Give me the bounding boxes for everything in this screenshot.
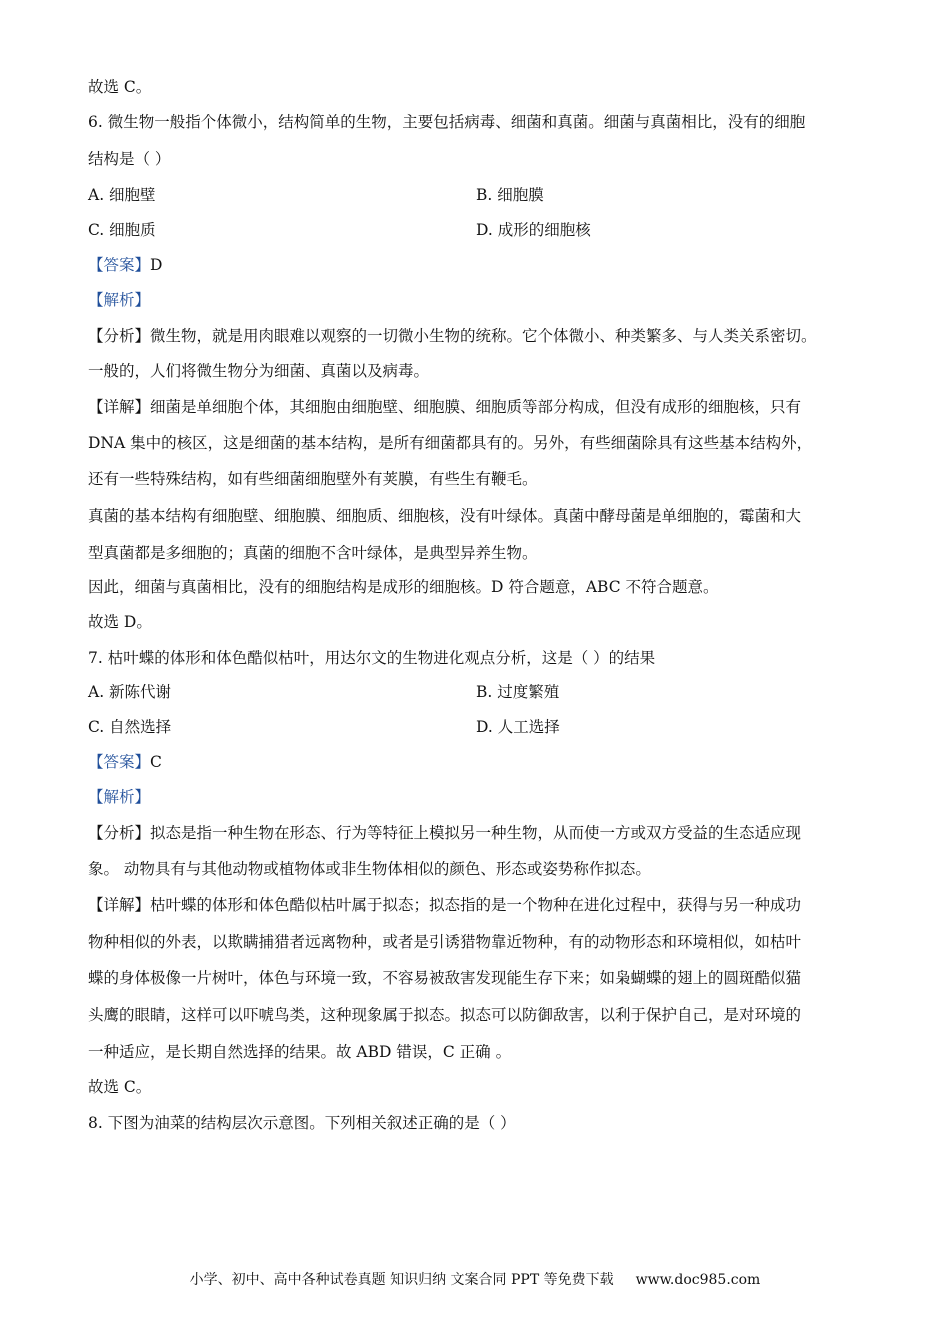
- detail-text: 【详解】枯叶蝶的体形和体色酷似枯叶属于拟态；拟态指的是一个物种在进化过程中，获得与另一种成功: [88, 896, 802, 914]
- footer-url[interactable]: www.doc985.com: [635, 1272, 761, 1288]
- text-line: 故选 C。: [88, 1078, 152, 1096]
- analysis-tag: 【解析】: [88, 788, 151, 806]
- answer-tag: 【答案】: [88, 753, 151, 771]
- analysis-text: 一般的，人们将微生物分为细菌、真菌以及病毒。: [88, 362, 430, 380]
- detail-text: 真菌的基本结构有细胞壁、细胞膜、细胞质、细胞核，没有叶绿体。真菌中酵母菌是单细胞的，霉菌和大: [88, 507, 802, 525]
- answer-tag: 【答案】: [88, 256, 151, 274]
- detail-text: 还有一些特殊结构，如有些细菌细胞壁外有荚膜，有些生有鞭毛。: [88, 470, 538, 488]
- detail-text: 一种适应，是长期自然选择的结果。故 ABD 错误，C 正确 。: [88, 1043, 512, 1061]
- question-8-stem: 8. 下图为油菜的结构层次示意图。下列相关叙述正确的是（ ）: [88, 1114, 516, 1132]
- option-d: D. 成形的细胞核: [476, 221, 591, 239]
- answer-value: D: [150, 256, 163, 274]
- footer-text: 小学、初中、高中各种试卷真题 知识归纳 文案合同 PPT 等免费下载: [189, 1272, 614, 1288]
- answer-value: C: [150, 753, 162, 771]
- detail-text: DNA 集中的核区，这是细菌的基本结构，是所有细菌都具有的。另外，有些细菌除具有这些基本结构外，: [88, 434, 813, 452]
- detail-text: 物种相似的外表，以欺瞒捕猎者远离物种，或者是引诱猎物靠近物种，有的动物形态和环境相似，如枯叶: [88, 933, 802, 951]
- detail-text: 蝶的身体极像一片树叶，体色与环境一致，不容易被敌害发现能生存下来；如枭蝴蝶的翅上的圆斑酷似猫: [88, 969, 802, 987]
- option-b: B. 过度繁殖: [476, 683, 560, 701]
- page-footer: [0, 1269, 950, 1289]
- answer-line: [88, 255, 162, 275]
- text-line: 故选 C。: [88, 78, 152, 96]
- detail-text: 因此，细菌与真菌相比，没有的细胞结构是成形的细胞核。D 符合题意，ABC 不符合题意。: [88, 578, 719, 596]
- option-d: D. 人工选择: [476, 718, 560, 736]
- option-b: B. 细胞膜: [476, 186, 544, 204]
- question-6-stem: 结构是（ ）: [88, 150, 171, 168]
- option-a: A. 新陈代谢: [88, 683, 172, 701]
- analysis-tag: 【解析】: [88, 291, 151, 309]
- detail-text: 【详解】细菌是单细胞个体，其细胞由细胞壁、细胞膜、细胞质等部分构成，但没有成形的细胞核，只有: [88, 398, 802, 416]
- text-line: 故选 D。: [88, 613, 152, 631]
- question-7-stem: 7. 枯叶蝶的体形和体色酷似枯叶，用达尔文的生物进化观点分析，这是（ ）的结果: [88, 649, 656, 667]
- analysis-text: 象。 动物具有与其他动物或植物体或非生物体相似的颜色、形态或姿势称作拟态。: [88, 860, 651, 878]
- analysis-text: 【分析】微生物，就是用肉眼难以观察的一切微小生物的统称。它个体微小、种类繁多、与人类关系密切。: [88, 327, 817, 345]
- answer-line: [88, 752, 162, 772]
- analysis-text: 【分析】拟态是指一种生物在形态、行为等特征上模拟另一种生物，从而使一方或双方受益的生态适应现: [88, 824, 802, 842]
- detail-text: 型真菌都是多细胞的；真菌的细胞不含叶绿体，是典型异养生物。: [88, 544, 538, 562]
- option-c: C. 细胞质: [88, 221, 156, 239]
- detail-text: 头鹰的眼睛，这样可以吓唬鸟类，这种现象属于拟态。拟态可以防御敌害，以利于保护自己，是对环境的: [88, 1006, 802, 1024]
- question-6-stem: 6. 微生物一般指个体微小，结构简单的生物，主要包括病毒、细菌和真菌。细菌与真菌相比，没有的细胞: [88, 113, 806, 131]
- option-a: A. 细胞壁: [88, 186, 156, 204]
- option-c: C. 自然选择: [88, 718, 172, 736]
